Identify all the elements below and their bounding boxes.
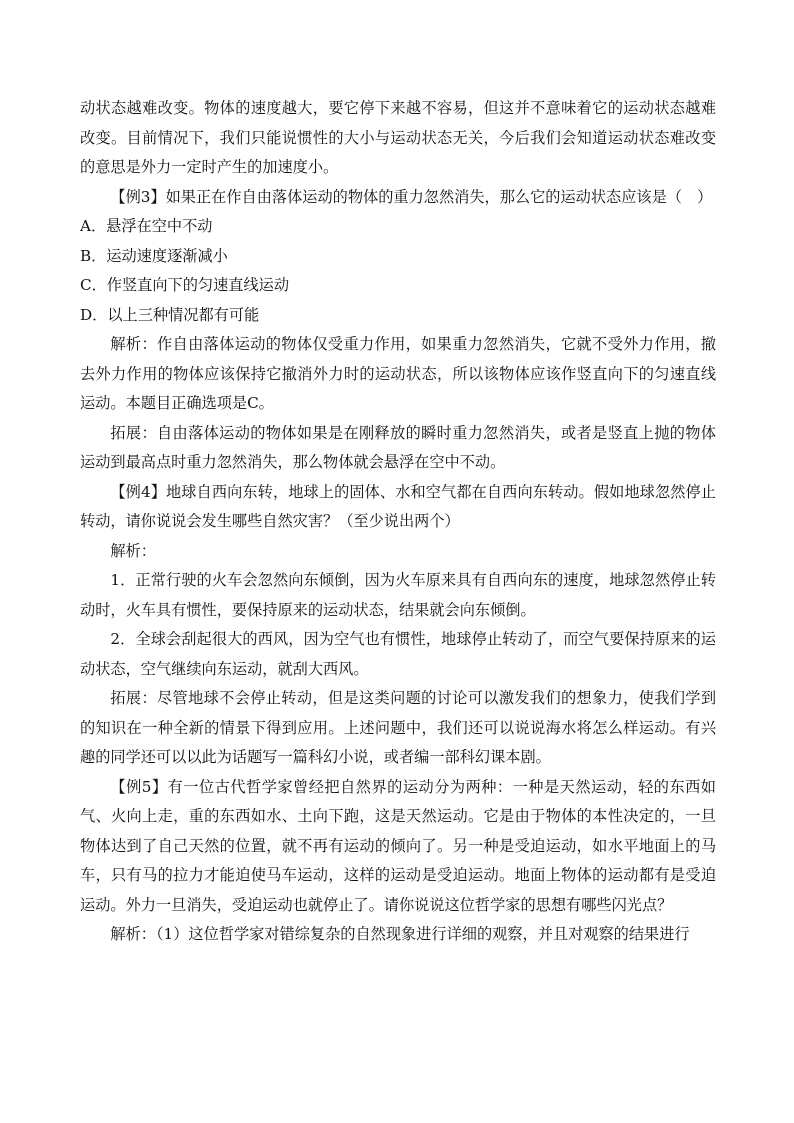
example-3-option-b: B．运动速度逐渐减小	[80, 246, 228, 265]
example-4-analysis-label: 解析：	[110, 541, 156, 560]
example-4-question: 【例4】地球自西向东转，地球上的固体、水和空气都在自西向东转动。假如地球忽然停止转动，请你说说会发生哪些自然灾害？（至少说出两个）	[80, 482, 716, 530]
example-4-point-2: 2．全球会刮起很大的西风，因为空气也有惯性，地球停止转动了，而空气要保持原来的运动状态，空气继续向东运动，就刮大西风。	[80, 630, 716, 678]
example-5-analysis: 解析：（1）这位哲学家对错综复杂的自然现象进行详细的观察，并且对观察的结果进行	[110, 925, 690, 943]
example-5-question: 【例5】有一位古代哲学家曾经把自然界的运动分为两种：一种是天然运动，轻的东西如气、火向上走，重的东西如水、土向下跑，这是天然运动。它是由于物体的本性决定的，一旦物体达到了自己天然的位置，就不再有运动的倾向了。另一种是受迫运动，如水平地面上的马车，只有马的拉力才能迫使马车运动，这样的运动是受迫运动。地面上物体的运动都有是受迫运动。外力一旦消失，受迫运动也就停止了。请你说说这位哲学家的思想有哪些闪光点？	[80, 777, 716, 914]
example-3-option-d: D．以上三种情况都有可能	[80, 305, 260, 324]
paragraph-continuation: 动状态越难改变。物体的速度越大，要它停下来越不容易，但这并不意味着它的运动状态越难改变。目前情况下，我们只能说惯性的大小与运动状态无关，今后我们会知道运动状态难改变的意思是外力一定时产生的加速度小。	[80, 99, 716, 176]
example-3-option-c: C．作竖直向下的匀速直线运动	[80, 276, 290, 294]
example-3-question: 【例3】如果正在作自由落体运动的物体的重力忽然消失，那么它的运动状态应该是（ ）	[110, 187, 713, 206]
example-4-extension: 拓展：尽管地球不会停止转动，但是这类问题的讨论可以激发我们的想象力，使我们学到的知识在一种全新的情景下得到应用。上述问题中，我们还可以说说海水将怎么样运动。有兴趣的同学还可以以此为话题写一篇科幻小说，或者编一部科幻课本剧。	[80, 689, 716, 766]
example-3-analysis: 解析：作自由落体运动的物体仅受重力作用，如果重力忽然消失，它就不受外力作用，撤去外力作用的物体应该保持它撤消外力时的运动状态，所以该物体应该作竖直向下的匀速直线运动。本题目正确选项是C。	[80, 335, 716, 412]
document-body	[80, 94, 716, 950]
example-3-extension: 拓展：自由落体运动的物体如果是在刚释放的瞬时重力忽然消失，或者是竖直上抛的物体运动到最高点时重力忽然消失，那么物体就会悬浮在空中不动。	[80, 423, 716, 471]
example-4-point-1: 1．正常行驶的火车会忽然向东倾倒，因为火车原来具有自西向东的速度，地球忽然停止转动时，火车具有惯性，要保持原来的运动状态，结果就会向东倾倒。	[80, 571, 716, 619]
example-3-option-a: A．悬浮在空中不动	[80, 217, 213, 235]
